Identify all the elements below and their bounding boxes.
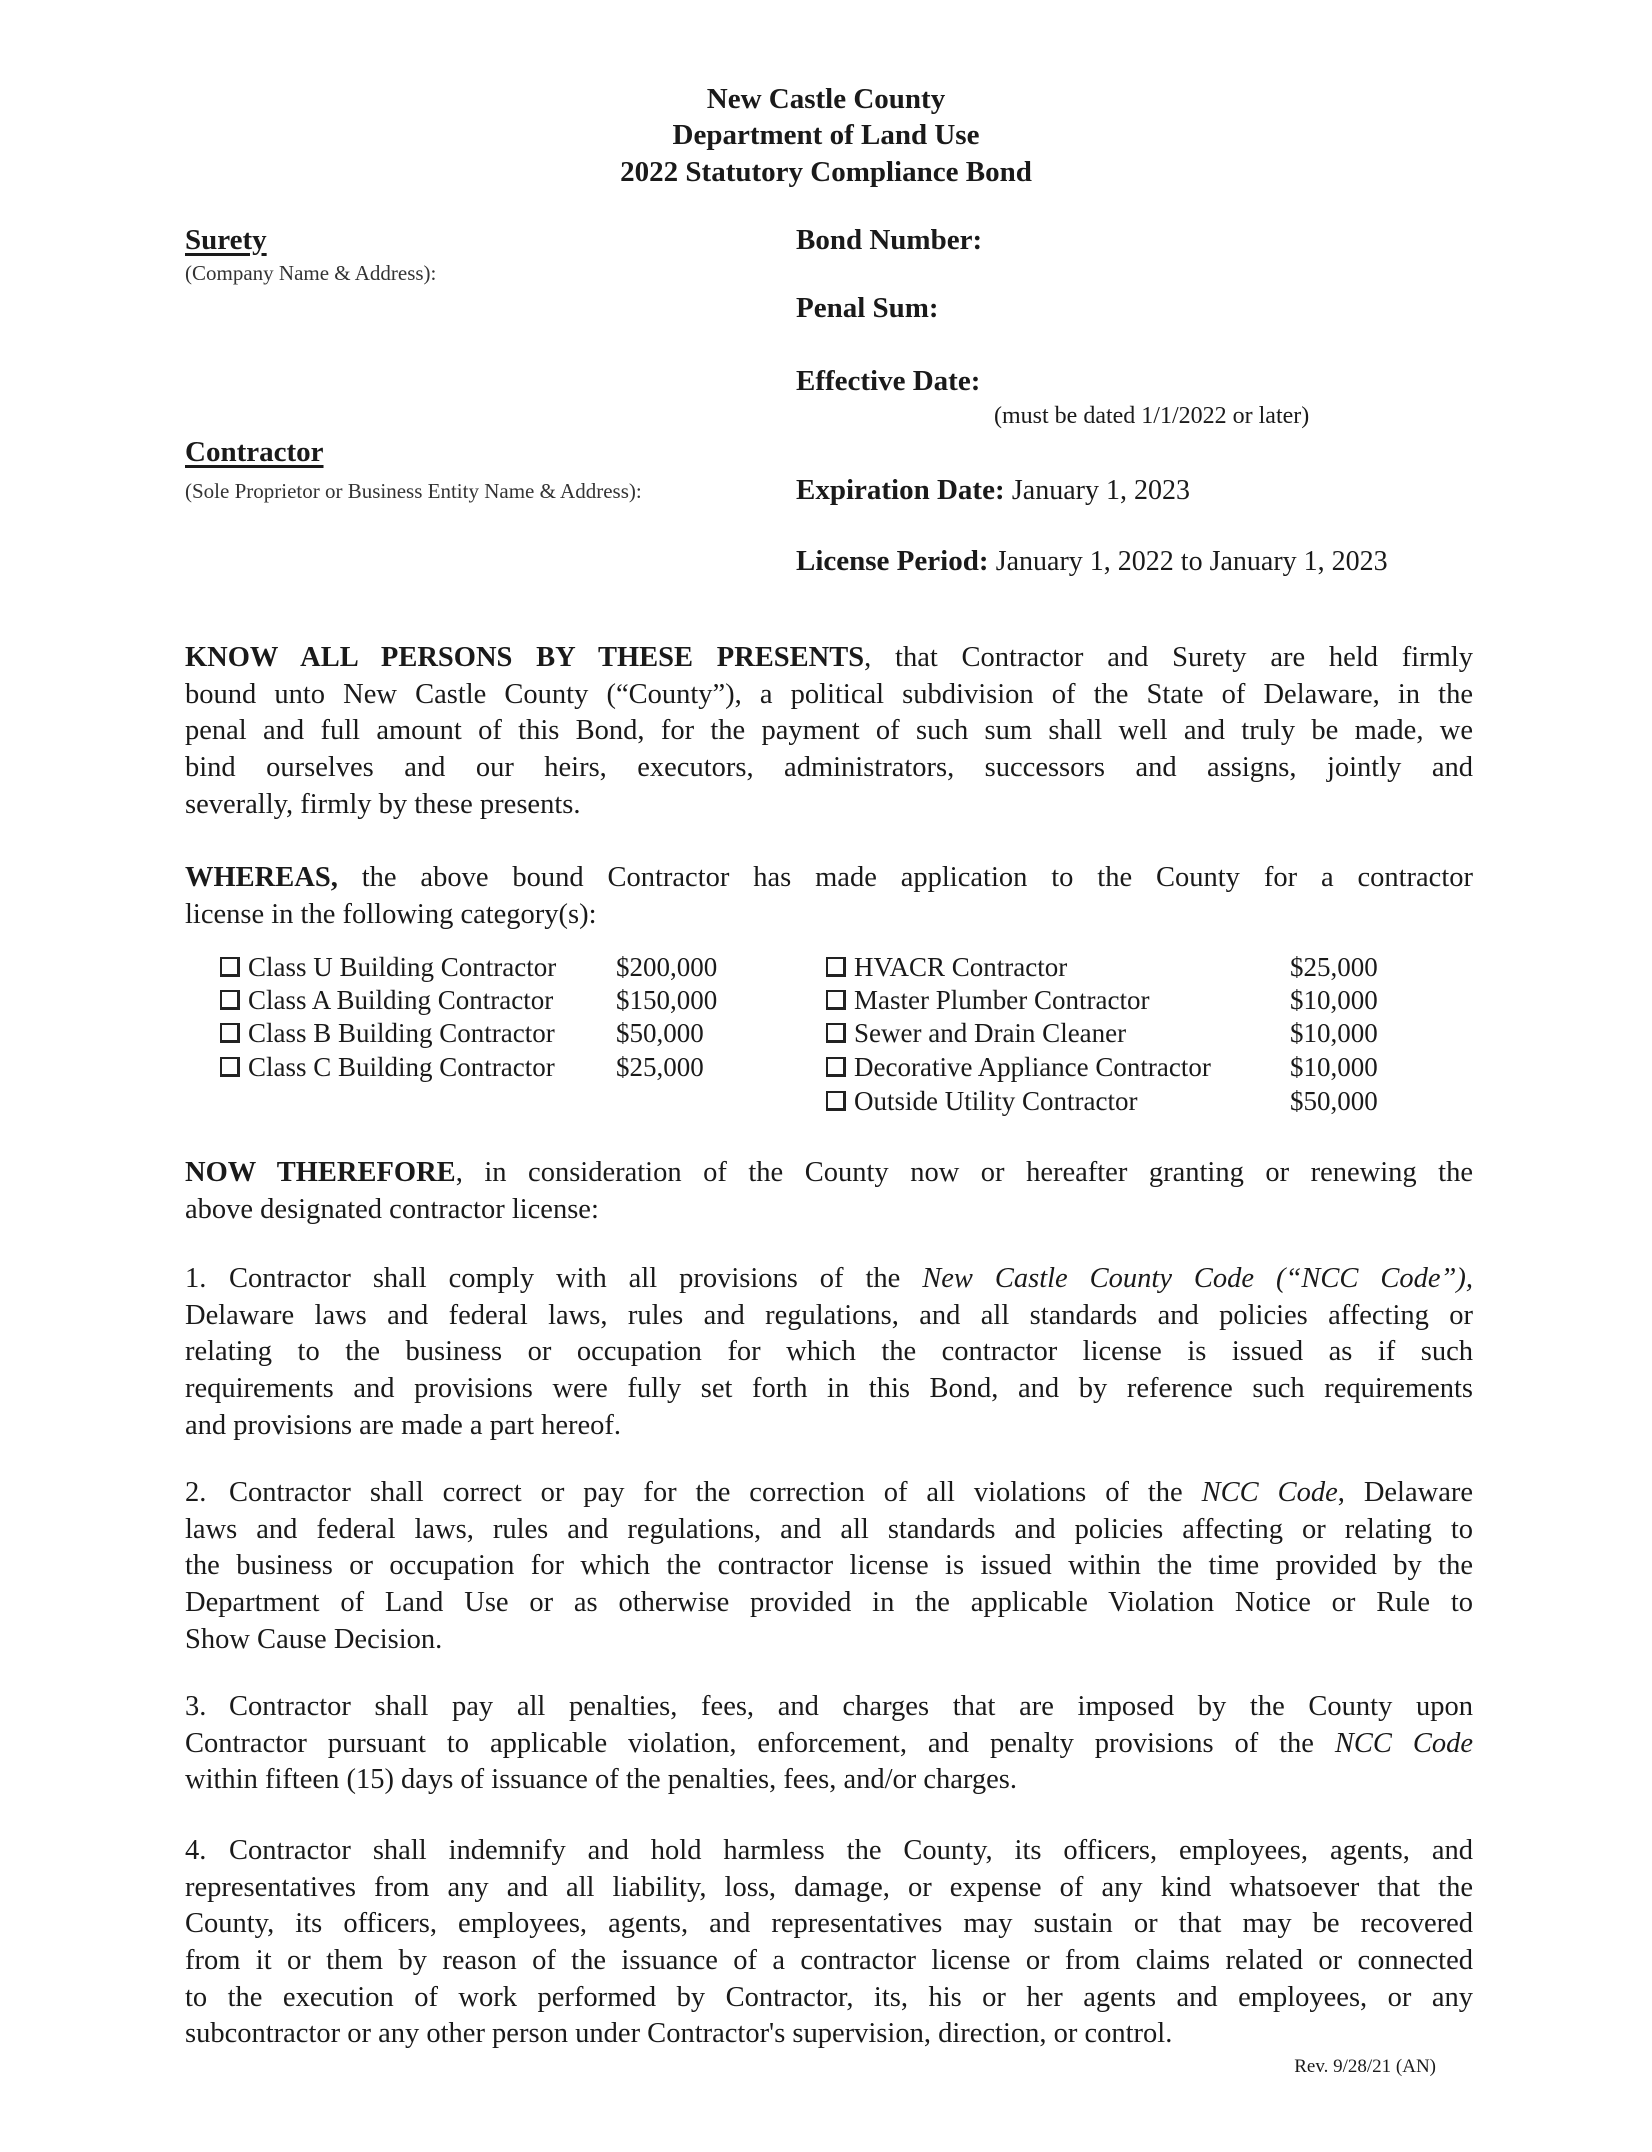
checkbox-icon[interactable] — [220, 957, 240, 977]
item-number: 1. — [185, 1263, 207, 1294]
text-segment: Contractor shall pay all penalties, fees, and charges that are imposed by the County upon — [229, 1691, 1473, 1722]
category-label: HVACR Contractor — [854, 952, 1068, 982]
category-option[interactable] — [826, 1051, 1211, 1084]
category-amount: $200,000 — [616, 952, 718, 982]
text-segment: and provisions are made a part hereof. — [185, 1409, 622, 1441]
text-segment: bind ourselves and our heirs, executors, administrators, successors and assigns, jointly and — [185, 752, 1473, 784]
now-therefore-paragraph — [185, 1155, 1473, 1228]
text-line — [185, 860, 1473, 897]
surety-sublabel: (Company Name & Address): — [185, 261, 437, 285]
text-segment: to the execution of work performed by Contractor, its, his or her agents and employees, or any — [185, 1981, 1473, 2013]
text-segment: WHEREAS, — [185, 862, 338, 893]
text-segment: Department of Land Use or as otherwise provided in the applicable Violation Notice or Rule to — [185, 1587, 1473, 1619]
text-segment: , in consideration of the County now or hereafter granting or renewing the — [455, 1157, 1474, 1188]
category-amount: $10,000 — [1290, 1052, 1378, 1082]
text-line — [185, 1261, 1473, 1298]
category-amount: $10,000 — [1290, 985, 1378, 1015]
text-segment: relating to the business or occupation for which the contractor license is issued as if such — [185, 1336, 1473, 1368]
category-label: Decorative Appliance Contractor — [854, 1052, 1211, 1082]
category-amount: $50,000 — [616, 1018, 704, 1048]
license-period-value: January 1, 2022 to January 1, 2023 — [995, 546, 1388, 577]
category-option[interactable] — [220, 1017, 555, 1050]
text-line — [185, 677, 1473, 714]
penal-sum-label: Penal Sum: — [796, 292, 939, 324]
text-segment: Contractor shall correct or pay for the correction of all violations of the — [229, 1477, 1202, 1508]
text-line — [185, 1726, 1473, 1763]
category-label: Outside Utility Contractor — [854, 1086, 1138, 1116]
item-number: 4. — [185, 1835, 207, 1866]
category-option[interactable] — [826, 984, 1149, 1017]
text-line — [185, 1585, 1473, 1622]
contractor-label: Contractor — [185, 436, 324, 468]
text-segment: the business or occupation for which the contractor license is issued within the time provided by the — [185, 1550, 1473, 1582]
expiration-date-label: Expiration Date: — [796, 474, 1005, 506]
text-segment: laws and federal laws, rules and regulations, and all standards and policies affecting or relating to — [185, 1513, 1473, 1545]
text-segment: within fifteen (15) days of issuance of the penalties, fees, and/or charges. — [185, 1764, 1018, 1796]
title-department: Department of Land Use — [672, 119, 980, 151]
surety-label: Surety — [185, 224, 267, 256]
text-line — [185, 1548, 1473, 1585]
text-segment: license in the following category(s): — [185, 898, 597, 930]
checkbox-icon[interactable] — [826, 990, 846, 1010]
checkbox-icon[interactable] — [826, 1023, 846, 1043]
category-option[interactable] — [826, 951, 1067, 984]
license-period-label: License Period: — [796, 545, 989, 577]
whereas-paragraph — [185, 860, 1473, 933]
item-3-paragraph — [185, 1689, 1473, 1799]
item-number: 2. — [185, 1477, 207, 1508]
text-segment: Contractor shall indemnify and hold harmless the County, its officers, employees, agents, and — [229, 1835, 1473, 1866]
text-line — [185, 1155, 1473, 1192]
text-line — [185, 1906, 1473, 1943]
expiration-date — [796, 474, 1190, 507]
text-segment: the above bound Contractor has made application to the County for a contractor — [337, 862, 1473, 893]
category-amount: $25,000 — [616, 1052, 704, 1082]
text-segment: subcontractor or any other person under Contractor's supervision, direction, or control. — [185, 2018, 1173, 2050]
checkbox-icon[interactable] — [826, 957, 846, 977]
text-line — [185, 750, 1473, 787]
checkbox-icon[interactable] — [826, 1091, 846, 1111]
bond-number-label: Bond Number: — [796, 224, 983, 256]
text-line — [185, 1622, 1473, 1659]
category-label: Class A Building Contractor — [248, 985, 554, 1015]
category-amount: $25,000 — [1290, 952, 1378, 982]
text-segment: NCC Code — [1334, 1727, 1474, 1759]
item-4-paragraph — [185, 1833, 1473, 2053]
text-line — [185, 897, 1473, 934]
text-line — [185, 1870, 1473, 1907]
category-option[interactable] — [826, 1085, 1137, 1118]
text-line — [185, 1943, 1473, 1980]
item-number: 3. — [185, 1691, 207, 1722]
item-1-paragraph — [185, 1261, 1473, 1444]
category-amount: $150,000 — [616, 985, 718, 1015]
text-line — [185, 1408, 1473, 1445]
text-line — [185, 1334, 1473, 1371]
text-line — [185, 1298, 1473, 1335]
text-line — [185, 1689, 1473, 1726]
text-segment: Contractor shall comply with all provisions of the — [229, 1263, 923, 1294]
text-line — [185, 640, 1473, 677]
text-segment: bound unto New Castle County (“County”), a political subdivision of the State of Delaware, in the — [185, 678, 1473, 710]
category-amount: $10,000 — [1290, 1018, 1378, 1048]
text-line — [185, 1833, 1473, 1870]
text-segment: New Castle County Code (“NCC Code”), — [922, 1263, 1473, 1294]
text-segment: Contractor pursuant to applicable violation, enforcement, and penalty provisions of the — [185, 1727, 1335, 1759]
contractor-sublabel: (Sole Proprietor or Business Entity Name & Address): — [185, 479, 642, 503]
text-segment: from it or them by reason of the issuance of a contractor license or from claims related or connected — [185, 1945, 1473, 1977]
text-segment: NCC Code — [1201, 1477, 1338, 1508]
text-segment: Show Cause Decision. — [185, 1623, 443, 1655]
text-line — [185, 1192, 1473, 1229]
text-segment: representatives from any and all liability, loss, damage, or expense of any kind whatsoever that the — [185, 1871, 1473, 1903]
license-period — [796, 545, 1388, 578]
item-2-paragraph — [185, 1475, 1473, 1658]
text-line — [185, 1371, 1473, 1408]
revision-note: Rev. 9/28/21 (AN) — [1294, 2056, 1436, 2077]
know-all-persons-paragraph — [185, 640, 1473, 823]
checkbox-icon[interactable] — [220, 1023, 240, 1043]
checkbox-icon[interactable] — [220, 990, 240, 1010]
text-line — [185, 1980, 1473, 2017]
title-bond: 2022 Statutory Compliance Bond — [620, 156, 1032, 188]
text-line — [185, 1762, 1473, 1799]
checkbox-icon[interactable] — [826, 1057, 846, 1077]
category-option[interactable] — [220, 984, 553, 1017]
text-line — [185, 713, 1473, 750]
category-label: Class C Building Contractor — [248, 1052, 555, 1082]
text-line — [185, 2016, 1473, 2053]
effective-date-note: (must be dated 1/1/2022 or later) — [994, 403, 1310, 429]
text-segment: NOW THEREFORE — [185, 1157, 456, 1188]
text-segment: Delaware laws and federal laws, rules and regulations, and all standards and policies affecting or — [185, 1299, 1473, 1331]
text-segment: penal and full amount of this Bond, for the payment of such sum shall well and truly be made, we — [185, 715, 1473, 747]
category-option[interactable] — [220, 951, 556, 984]
checkbox-icon[interactable] — [220, 1057, 240, 1077]
text-segment: , Delaware — [1337, 1477, 1473, 1508]
text-segment: above designated contractor license: — [185, 1193, 599, 1225]
text-segment: , that Contractor and Surety are held firmly — [864, 642, 1473, 673]
text-line — [185, 787, 1473, 824]
category-label: Master Plumber Contractor — [854, 985, 1150, 1015]
category-option[interactable] — [220, 1051, 555, 1084]
text-segment: requirements and provisions were fully set forth in this Bond, and by reference such requirements — [185, 1373, 1473, 1405]
category-label: Class B Building Contractor — [248, 1018, 555, 1048]
title-county: New Castle County — [706, 83, 946, 115]
text-line — [185, 1475, 1473, 1512]
expiration-date-value: January 1, 2023 — [1011, 475, 1190, 506]
text-line — [185, 1512, 1473, 1549]
category-option[interactable] — [826, 1017, 1126, 1050]
text-segment: County, its officers, employees, agents, and representatives may sustain or that may be recovered — [185, 1908, 1473, 1940]
text-segment: KNOW ALL PERSONS BY THESE PRESENTS — [185, 642, 865, 673]
category-label: Class U Building Contractor — [248, 952, 557, 982]
text-segment: severally, firmly by these presents. — [185, 788, 581, 820]
category-amount: $50,000 — [1290, 1086, 1378, 1116]
category-label: Sewer and Drain Cleaner — [854, 1018, 1127, 1048]
effective-date-label: Effective Date: — [796, 365, 981, 397]
